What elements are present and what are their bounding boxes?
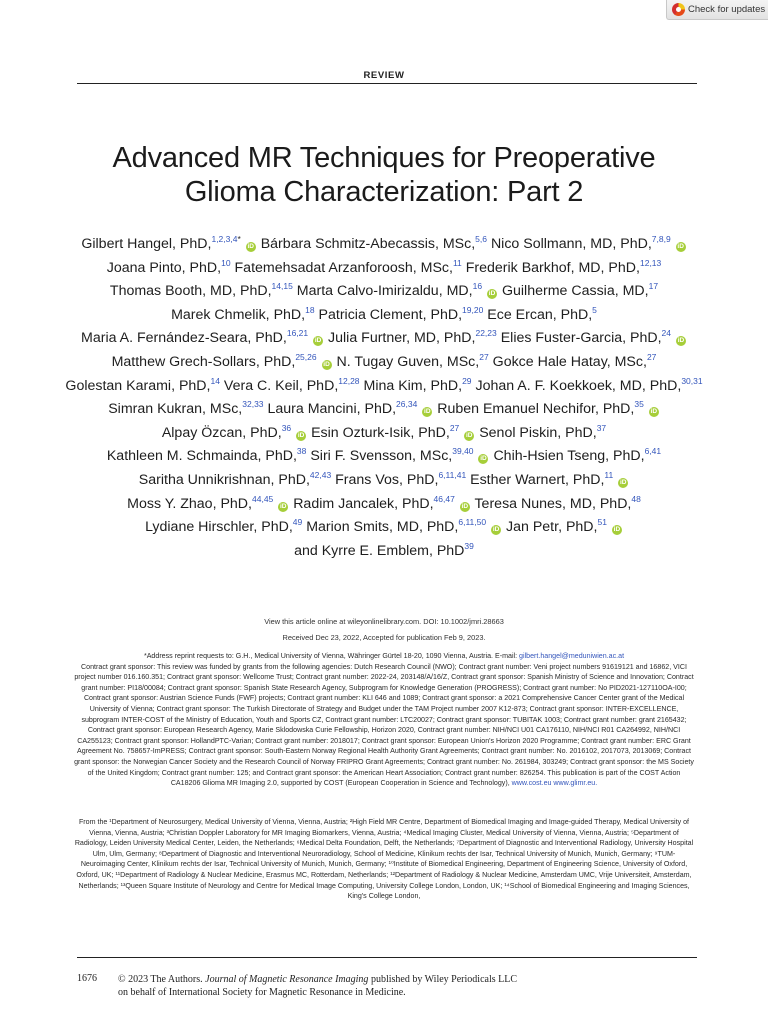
author-name: Ece Ercan, PhD, (487, 306, 593, 323)
doi-line (70, 617, 698, 626)
author-name: Kathleen M. Schmainda, PhD, (106, 448, 297, 465)
orcid-icon[interactable]: iD (613, 526, 621, 534)
orcid-icon[interactable]: iD (488, 290, 496, 298)
author-name: Teresa Nunes, MD, PhD, (474, 495, 632, 512)
author (363, 375, 472, 394)
corresponding-author-mark: * (237, 234, 241, 244)
footer-rule (77, 957, 697, 958)
author-name: Chih-Hsien Tseng, PhD, (493, 448, 645, 465)
orcid-icon[interactable]: iD (461, 502, 469, 510)
affiliation-superscript[interactable]: 5,6 (475, 234, 487, 244)
affiliation-superscript[interactable]: 27 (449, 422, 460, 433)
author-name: Moss Y. Zhao, PhD, (127, 495, 252, 512)
author-name: Nico Sollmann, MD, PhD, (490, 236, 652, 252)
author-name: Marek Chmelik, PhD, (171, 306, 306, 323)
doi-text: View this article online at wileyonlinelibrary.com. DOI: 10.1002/jmri.28663 (264, 617, 504, 626)
orcid-icon[interactable]: iD (650, 408, 658, 416)
affiliation-superscript[interactable]: 6,11,50 (458, 517, 487, 528)
author-name: Matthew Grech-Sollars, PhD, (111, 353, 296, 370)
author-name: Marta Calvo-Imirizaldu, MD, (296, 283, 473, 300)
author-name: Golestan Karami, PhD, (65, 377, 211, 394)
author-name: Gokce Hale Hatay, MSc, (492, 353, 647, 370)
author (336, 351, 489, 370)
author-name: Radim Jancalek, PhD, (293, 495, 434, 512)
copyright-suffix: published by Wiley Periodicals LLC (368, 974, 517, 985)
author-name: Frans Vos, PhD, (335, 471, 439, 488)
author-name: Bárbara Schmitz-Abecassis, MSc, (260, 236, 476, 252)
author-name: Julia Furtner, MD, PhD, (328, 330, 476, 347)
affiliation-superscript[interactable]: 10 (221, 257, 231, 268)
author-name: Vera C. Keil, PhD, (223, 377, 339, 394)
author (311, 422, 475, 441)
affiliation-superscript[interactable]: 35 (634, 399, 644, 410)
orcid-icon[interactable]: iD (619, 478, 627, 486)
author (161, 422, 307, 441)
author (138, 469, 332, 488)
affiliation-superscript[interactable]: 16 (472, 281, 483, 292)
author (474, 493, 641, 512)
author-name: Gilbert Hangel, PhD, (81, 236, 212, 252)
received-line: Received Dec 23, 2022, Accepted for publication Feb 9, 2023. (282, 633, 486, 642)
affiliation-superscript[interactable]: 14,15 (271, 281, 293, 292)
affiliation-superscript[interactable]: 37 (596, 422, 607, 433)
affiliation-superscript[interactable]: 7,8,9 (651, 234, 671, 244)
author-list (64, 233, 704, 563)
affiliation-superscript[interactable]: 12,28 (338, 375, 360, 386)
affiliation-superscript[interactable]: 11 (604, 469, 614, 480)
author-name: Jan Petr, PhD, (506, 519, 598, 536)
affiliation-superscript[interactable]: 39,40 (452, 446, 474, 457)
author (328, 330, 497, 346)
copyright-prefix: © 2023 The Authors. (118, 974, 206, 985)
affiliation-superscript[interactable]: 1,2,3,4 (211, 234, 238, 244)
author (145, 519, 302, 535)
affiliation-superscript[interactable]: 6,41 (644, 446, 662, 457)
affiliation-superscript[interactable]: 42,43 (309, 469, 332, 480)
author (479, 422, 607, 441)
orcid-icon[interactable]: iD (247, 243, 254, 250)
author-name: Marion Smits, MD, PhD, (306, 519, 459, 536)
author (297, 283, 498, 299)
affiliation-superscript[interactable]: 27 (479, 351, 489, 362)
author-name: Ruben Emanuel Nechifor, PhD, (437, 401, 635, 418)
author-name: Frederik Barkhof, MD, PhD, (465, 259, 640, 276)
author-name: Esin Ozturk-Isik, PhD, (311, 424, 450, 441)
author (223, 375, 360, 394)
affiliation-superscript[interactable]: 12,13 (639, 257, 662, 268)
author-name: Guilherme Cassia, MD, (501, 283, 649, 300)
affiliation-superscript[interactable]: 19,20 (462, 304, 484, 315)
affiliation-superscript[interactable]: 49 (292, 517, 303, 528)
author (171, 304, 315, 323)
affiliation-superscript[interactable]: 48 (631, 493, 641, 504)
orcid-icon[interactable]: iD (677, 243, 684, 250)
author (110, 283, 293, 299)
author-name: Lydiane Hirschler, PhD, (145, 519, 293, 536)
author (111, 351, 333, 370)
author-name: Laura Mancini, PhD, (267, 401, 397, 418)
journal-name: Journal of Magnetic Resonance Imaging (205, 974, 369, 985)
orcid-icon[interactable]: iD (297, 431, 305, 439)
page-number: 1676 (77, 973, 97, 984)
author-name: Alpay Özcan, PhD, (161, 424, 282, 441)
author (493, 448, 661, 464)
affiliation-superscript[interactable]: 18 (305, 304, 315, 315)
header-rule (77, 83, 697, 84)
author-name: Johan A. F. Koekkoek, MD, PhD, (475, 377, 682, 394)
orcid-icon[interactable]: iD (424, 408, 431, 416)
affiliation-superscript[interactable]: 24 (661, 328, 672, 339)
author (107, 448, 307, 464)
author-name: Fatemehsadat Arzanforoosh, MSc, (234, 259, 453, 276)
author (318, 304, 484, 323)
author-name: Saritha Unnikrishnan, PhD, (138, 471, 310, 488)
affiliation-superscript[interactable]: 29 (462, 375, 472, 386)
author-name: and Kyrre E. Emblem, PhD (294, 542, 465, 559)
author (437, 401, 660, 417)
affiliation-superscript[interactable]: 30,31 (681, 375, 703, 386)
article-title (40, 141, 728, 209)
affiliation-superscript[interactable]: 51 (597, 517, 607, 528)
author-name: Thomas Booth, MD, PhD, (109, 283, 272, 300)
author (470, 469, 629, 488)
author (108, 401, 263, 417)
affiliation-superscript[interactable]: 16,21 (286, 328, 309, 339)
orcid-icon[interactable]: iD (323, 360, 330, 368)
author-name: Esther Warnert, PhD, (470, 471, 605, 488)
author-name: Patricia Clement, PhD, (318, 306, 463, 323)
author-name: Simran Kukran, MSc, (108, 401, 243, 418)
author (501, 330, 687, 346)
author (465, 257, 662, 276)
affiliation-superscript[interactable]: 11 (452, 257, 462, 268)
copyright-notice (118, 973, 658, 999)
author (502, 283, 658, 299)
author (127, 493, 289, 512)
author-name: Senol Piskin, PhD, (479, 424, 597, 441)
email-link[interactable]: gilbert.hangel@meduniwien.ac.at (519, 652, 625, 660)
address-text: *Address reprint requests to: G.H., Medical University of Vienna, Währinger Gürtel 18-20, 1090 Vienna, Austria. E-mail: (143, 652, 520, 660)
crossmark-icon (672, 3, 685, 16)
author (506, 519, 623, 535)
author (81, 330, 324, 346)
orcid-icon[interactable]: iD (492, 526, 500, 534)
affiliation-superscript[interactable]: 32,33 (242, 399, 264, 410)
affiliation-superscript[interactable]: 38 (296, 446, 307, 457)
affiliation-superscript[interactable]: 44,45 (252, 493, 274, 504)
author (487, 304, 597, 323)
section-label-text: REVIEW (355, 70, 412, 81)
affiliation-superscript[interactable]: 17 (648, 281, 659, 292)
author-name: Maria A. Fernández-Seara, PhD, (81, 330, 287, 347)
author (475, 375, 703, 394)
orcid-icon[interactable]: iD (466, 431, 473, 439)
affiliation-superscript[interactable]: 14 (210, 375, 220, 386)
author (65, 375, 220, 394)
author (261, 236, 487, 252)
affiliation-superscript[interactable]: 26,34 (396, 399, 418, 410)
affiliation-superscript[interactable]: 39 (464, 540, 474, 551)
affiliation-superscript[interactable]: 25,26 (295, 351, 317, 362)
author (267, 401, 433, 417)
affiliation-superscript[interactable]: 22,23 (475, 328, 497, 339)
check-for-updates-label: Check for updates (688, 4, 766, 15)
orcid-icon[interactable]: iD (314, 337, 322, 345)
affiliation-superscript[interactable]: 46,47 (433, 493, 455, 504)
affiliations-footnote: From the ¹Department of Neurosurgery, Medical University of Vienna, Vienna, Austria; ²High Field MR Centre, Department of Biomedical Imaging and Image-guided Therapy, Medical University of Vienna, Vienna, Austria; ³Christian Doppler Laboratory for MR Imaging Biomarkers, Vienna, Austria; ⁴Medical Imaging Cluster, Medical University of Vienna, Vienna, Austria; ⁵Department of Radiology, Leiden University Medical Center, Leiden, the Netherlands; ⁶Medical Delta Foundation, Delft, the Netherlands; ⁷Department of Diagnostic and Interventional Radiology, University Hospital Ulm, Ulm, Germany; ⁸Department of Diagnostic and Interventional Neuroradiology, School of Medicine, Klinikum rechts der Isar, Technical University of Munich, Munich, Germany; ⁹TUM-Neuroimaging Center, Klinikum rechts der Isar, Technical University of Munich, Munich, Germany; ¹⁰Institute of Biomedical Engineering, Department of Engineering Science, University of Oxford, Oxford, UK; ¹¹Department of Radiology & Nuclear Medicine, Erasmus MC, Rotterdam, Netherlands; ¹²Department of Radiology & Nuclear Medicine, Amsterdam UMC, Vrije Universiteit, Amsterdam, Netherlands; ¹³Queen Square Institute of Neurology and Centre for Medical Image Computing, University College London, London, UK; ¹⁴School of Biomedical Engineering and Imaging Sciences, King's College London, (74, 818, 694, 901)
author (293, 493, 471, 512)
author (81, 236, 256, 252)
check-for-updates-button[interactable] (666, 0, 768, 20)
affiliation-superscript[interactable]: 36 (281, 422, 292, 433)
title-line-1: Advanced MR Techniques for Preoperative (112, 142, 656, 174)
orcid-icon[interactable]: iD (279, 502, 287, 510)
funding-text: Contract grant sponsor: This review was funded by grants from the following agencies: Dutch Research Council (NWO); Contract grant number: Veni project numbers 91619121 and 16862, VICI project number 016.160.351; Contract grant sponsor: Wellcome Trust; Contract grant number: 2022-24, 203148/A/16/Z, Contract grant sponsor: Spanish Ministry of Science and Innovation; Contract grant number: PI18/00084; Contract grant sponsor: Spanish State Research Agency, Subprogram for Knowledge Generation (PROGRESS); Contract grant number: No PID2021-127110OA-I00; Contract grant sponsor: Austrian Science Funds (FWF) projects; Contract grant number: KLI 646 and 1089; Contract grant sponsor: a 2021 Comprehensive Cancer Center grant of the Medical University of Vienna; Contract grant sponsor: The Turkish Directorate of Strategy and Budget under the TAM Project number 2007 K12-873; Contract grant sponsor: INTER-EXCELLENCE, subprogram INTER-COST of the Ministry of Education, Youth and Sports CZ, Contract grant number: LTC20027; Contract grant sponsor: TUBITAK 1003; Contract grant number: grant 2165432; Contract grant sponsor: European Research Agency, Marie Sklodowska Curie Fellowship, Horizon 2020, Contract grant number: NIH/NCI U01 CA176110, NIH/NCI R01 CA264992, NIH/NCI CA255123; Contract grant sponsor: HollandPTC-Varian; Contract grant number: 2018017; Contract grant sponsor: European Union's Horizon 2020 Programme; Contract grant number: ERC Grant Agreement No. 758657-ImPRESS; Contract grant sponsor: South-Eastern Norway Regional Health Authority Grant Agreements; Contract grant number: No. 2016102, 2017073, 2013069; Contract grant sponsor: the Norwegian Cancer Society and the Research Council of Norway FRIPRO Grant Agreements; Contract grant number: No. 261984, 303249; Contract grant sponsor: the MS Society of the United Kingdom; Contract grant number: 125; and Contract grant sponsor: the American Heart Association; Contract grant number: 826254. This publication is part of the COST Action CA18206 Glioma MR Imaging 2.0, supported by COST (European Cooperation in Science and Technology), (74, 662, 694, 788)
title-line-2: Glioma Characterization: Part 2 (184, 176, 584, 208)
author (294, 540, 474, 559)
author-name: N. Tugay Guven, MSc, (336, 353, 480, 370)
author-name: Siri F. Svensson, MSc, (310, 448, 453, 465)
orcid-icon[interactable]: iD (677, 337, 685, 345)
author (306, 519, 502, 535)
author (492, 351, 657, 370)
author-name: Elies Fuster-Garcia, PhD, (500, 330, 662, 347)
address-footnote (74, 651, 694, 789)
author (106, 257, 231, 276)
author (234, 257, 462, 276)
author (310, 448, 489, 464)
orcid-icon[interactable]: iD (480, 455, 487, 463)
author (335, 469, 467, 488)
author-name: Mina Kim, PhD, (363, 377, 463, 394)
copyright-line-2: on behalf of International Society for Magnetic Resonance in Medicine. (118, 987, 406, 998)
author-name: Joana Pinto, PhD, (106, 259, 222, 276)
affiliation-superscript[interactable]: 6,11,41 (438, 469, 467, 480)
author (491, 236, 687, 252)
cost-links[interactable]: www.cost.eu www.glimr.eu. (511, 779, 598, 788)
section-label (0, 70, 768, 81)
affiliation-superscript[interactable]: 5 (592, 304, 597, 315)
affiliation-superscript[interactable]: 27 (646, 351, 657, 362)
